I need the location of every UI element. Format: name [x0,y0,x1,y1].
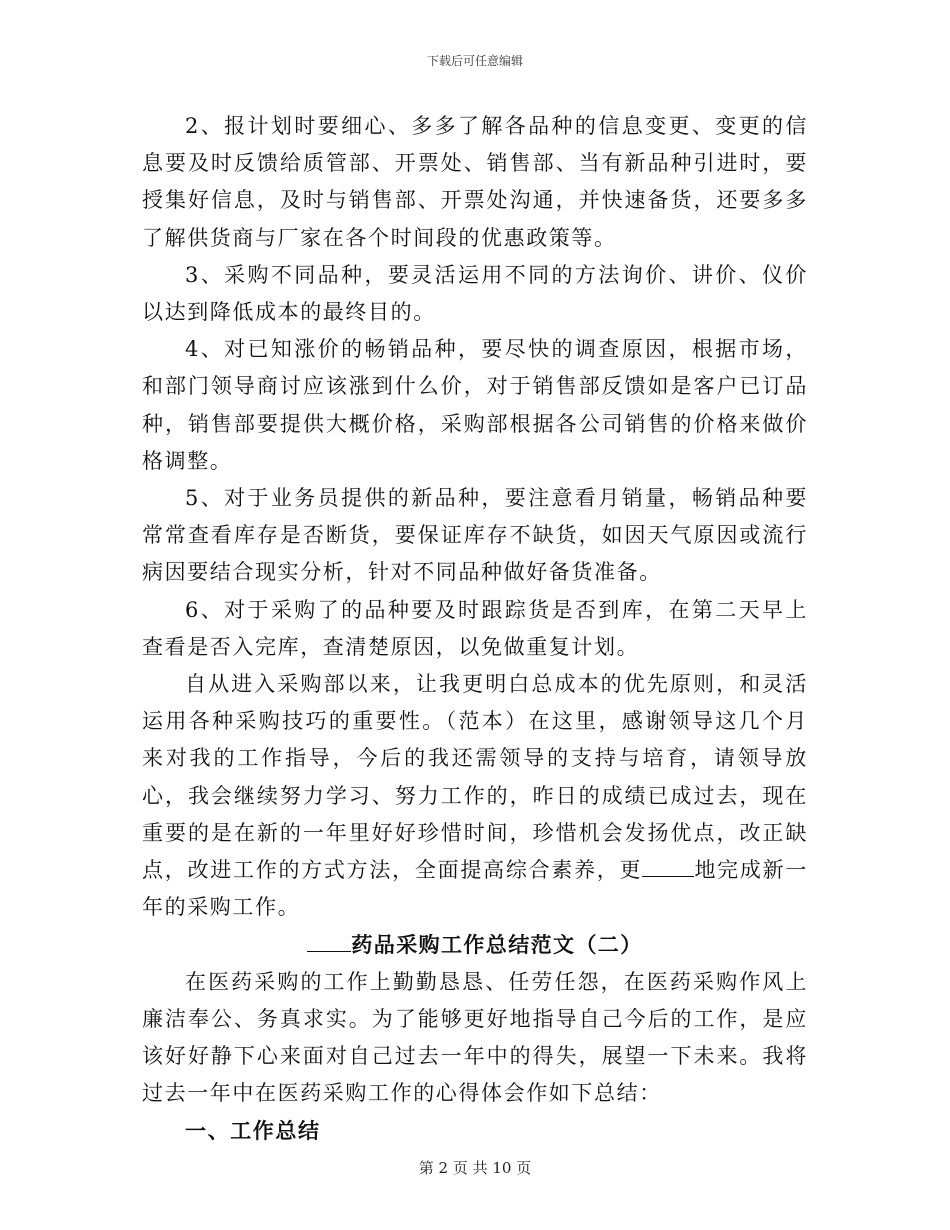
page-header: 下载后可任意编辑 [426,54,523,68]
paragraph-item-2: 2、报计划时要细心、多多了解各品种的信息变更、变更的信息要及时反馈给质管部、开票处、销售部、当有新品种引进时，要授集好信息，及时与销售部、开票处沟通，并快速备货，还要多多了解供货商与厂家在各个时间段的优惠政策等。 [142,114,808,250]
title-blank [307,932,351,952]
conclusion-text-before-blank: 自从进入采购部以来，让我更明白总成本的优先原则，和灵活运用各种采购技巧的重要性。（范本）在这里，感谢领导这几个月来对我的工作指导，今后的我还需领导的支持与培育，请领导放心，我会继续努力学习、努力工作的，昨日的成绩已成过去，现在重要的是在新的一年里好好珍惜时间，珍惜机会发扬优点，改正缺点，改进工作的方式方法，全面提高综合素养，更 [142,672,808,883]
paragraph-item-4: 4、对已知涨价的畅销品种，要尽快的调查原因，根据市场，和部门领导商讨应该涨到什么价，对于销售部反馈如是客户已订品种，销售部要提供大概价格，采购部根据各公司销售的价格来做价格调整。 [142,337,808,473]
section-heading: 一、工作总结 [185,1118,321,1144]
conclusion-text-after-blank: 地完成新一年的采购工作。 [142,858,808,920]
paragraph-intro: 在医药采购的工作上勤勤恳恳、任劳任怨，在医药采购作风上廉洁奉公、务真求实。为了能够更好地指导自己今后的工作，是应该好好静下心来面对自己过去一年中的得失，展望一下未来。我将过去一年中在医药采购工作的心得体会作如下总结： [142,969,808,1106]
paragraph-item-3: 3、采购不同品种，要灵活运用不同的方法询价、讲价、仪价以达到降低成本的最终目的。 [142,262,808,325]
paragraph-item-6: 6、对于采购了的品种要及时跟踪货是否到库，在第二天早上查看是否入完库，查清楚原因，以免做重复计划。 [142,597,808,659]
paragraph-item-5: 5、对于业务员提供的新品种，要注意看月销量，畅销品种要常常查看库存是否断货，要保证库存不缺货，如因天气原因或流行病因要结合现实分析，针对不同品种做好备货准备。 [142,486,808,585]
section-title-text: 药品采购工作总结范文（二） [351,932,643,958]
document-body [142,108,808,1150]
section-title [142,926,808,963]
paragraph-conclusion [142,666,808,926]
page-footer: 第 2 页 共 10 页 [418,1159,532,1177]
fill-in-blank [642,857,694,877]
